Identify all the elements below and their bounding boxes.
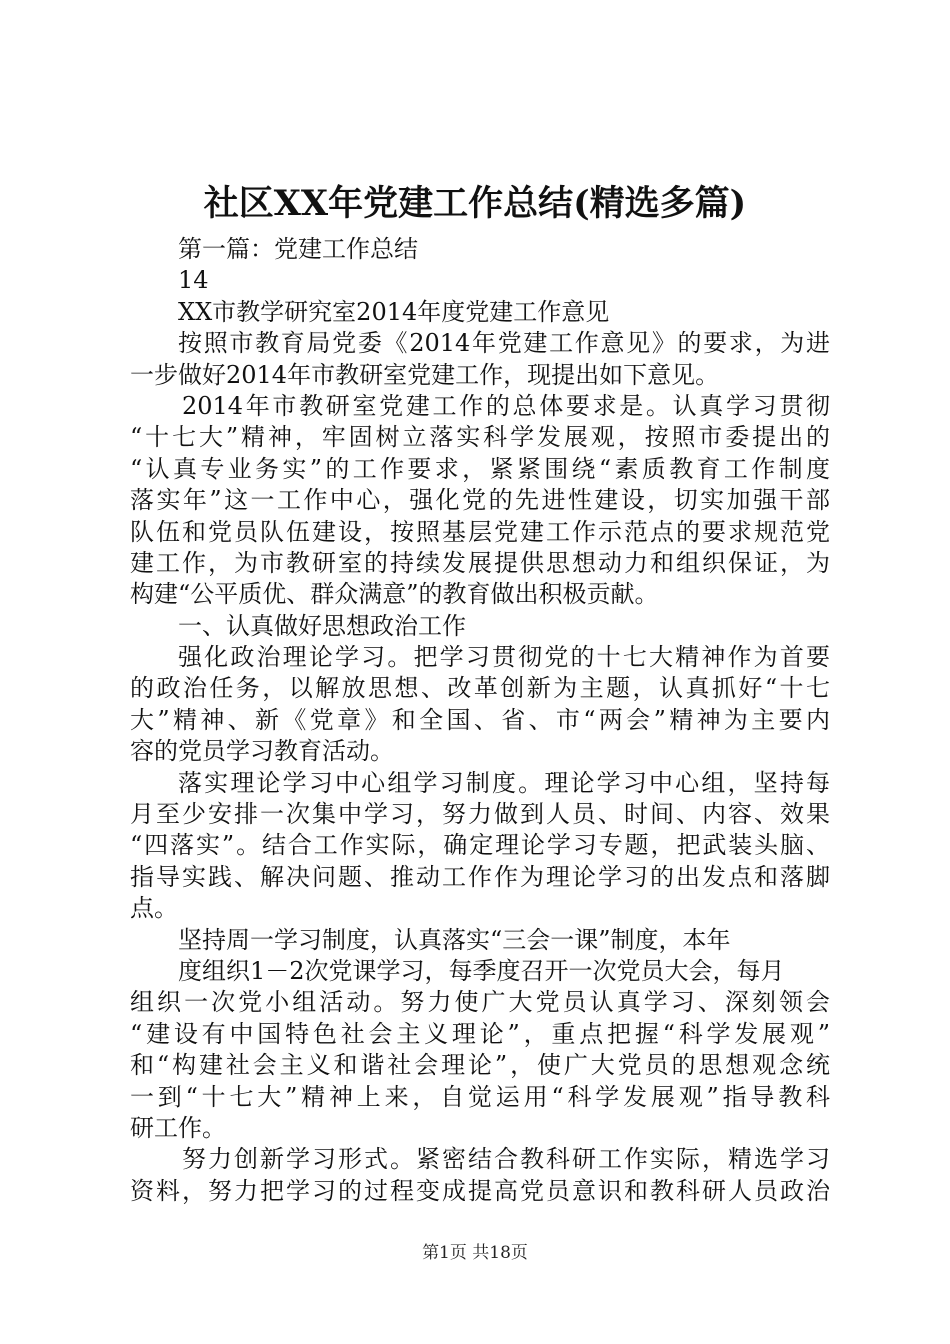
text-line: “四落实”。结合工作实际，确定理论学习专题，把武装头脑、 xyxy=(130,831,830,860)
section-heading: 第一篇：党建工作总结 xyxy=(178,235,418,263)
document-body xyxy=(130,234,830,1207)
text-line: 坚持周一学习制度，认真落实“三会一课”制度，本年 xyxy=(178,925,731,954)
text-line: 的政治任务，以解放思想、改革创新为主题，认真抓好“十七 xyxy=(130,674,830,703)
text-line: 14 xyxy=(178,266,209,295)
text-line: 按照市教育局党委《2014年党建工作意见》的要求，为进 xyxy=(178,329,830,358)
text-line: 构建“公平质优、群众满意”的教育做出积极贡献。 xyxy=(130,580,659,609)
text-line: 建工作，为市教研室的持续发展提供思想动力和组织保证，为 xyxy=(130,548,830,577)
text-line: 指导实践、解决问题、推动工作作为理论学习的出发点和落脚 xyxy=(130,862,830,891)
text-line: 组织一次党小组活动。努力使广大党员认真学习、深刻领会 xyxy=(130,988,830,1017)
text-line: XX市教学研究室2014年度党建工作意见 xyxy=(178,297,610,326)
text-line: “十七大”精神，牢固树立落实科学发展观，按照市委提出的 xyxy=(130,423,830,452)
text-line: “建设有中国特色社会主义理论”，重点把握“科学发展观” xyxy=(130,1019,830,1048)
text-line: 落实年”这一工作中心，强化党的先进性建设，切实加强干部 xyxy=(130,486,830,515)
text-line: 2014年市教研室党建工作的总体要求是。认真学习贯彻 xyxy=(182,391,830,420)
text-line: 度组织1－2次党课学习，每季度召开一次党员大会，每月 xyxy=(178,956,785,985)
text-line: 资料，努力把学习的过程变成提高党员意识和教科研人员政治 xyxy=(130,1176,830,1205)
text-line: “认真专业务实”的工作要求，紧紧围绕“素质教育工作制度 xyxy=(130,454,830,483)
text-line: 大”精神、新《党章》和全国、省、市“两会”精神为主要内 xyxy=(130,705,830,734)
text-line: 强化政治理论学习。把学习贯彻党的十七大精神作为首要 xyxy=(178,643,830,672)
text-line: 一到“十七大”精神上来，自觉运用“科学发展观”指导教科 xyxy=(130,1082,830,1111)
text-line: 容的党员学习教育活动。 xyxy=(130,737,394,766)
text-line: 努力创新学习形式。紧密结合教科研工作实际，精选学习 xyxy=(182,1145,830,1174)
page-footer: 第1页 共18页 xyxy=(422,1243,528,1263)
text-line: 和“构建社会主义和谐社会理论”，使广大党员的思想观念统 xyxy=(130,1051,830,1080)
text-line: 队伍和党员队伍建设，按照基层党建工作示范点的要求规范党 xyxy=(130,517,830,546)
text-line: 点。 xyxy=(130,894,178,923)
section-heading: 一、认真做好思想政治工作 xyxy=(178,611,466,640)
text-line: 落实理论学习中心组学习制度。理论学习中心组，坚持每 xyxy=(178,768,830,797)
document-title: 社区XX年党建工作总结(精选多篇) xyxy=(203,183,747,224)
text-line: 研工作。 xyxy=(130,1113,226,1142)
text-line: 一步做好2014年市教研室党建工作，现提出如下意见。 xyxy=(130,360,720,389)
text-line: 月至少安排一次集中学习，努力做到人员、时间、内容、效果 xyxy=(130,800,830,829)
